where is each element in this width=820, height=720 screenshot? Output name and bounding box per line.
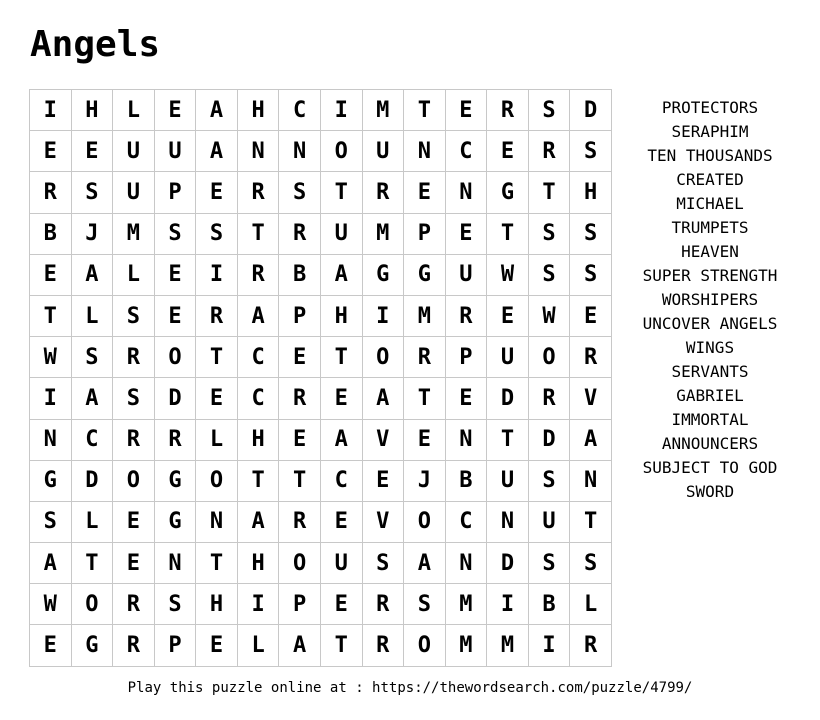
- grid-cell[interactable]: E: [570, 296, 612, 337]
- grid-cell[interactable]: T: [279, 461, 321, 502]
- word-list-item: PROTECTORS: [661, 98, 759, 117]
- grid-cell[interactable]: R: [487, 90, 529, 131]
- grid-cell[interactable]: O: [72, 584, 114, 625]
- grid-cell[interactable]: U: [446, 255, 488, 296]
- grid-cell[interactable]: E: [279, 337, 321, 378]
- grid-cell[interactable]: S: [529, 543, 571, 584]
- grid-cell[interactable]: M: [487, 625, 529, 666]
- grid-cell[interactable]: S: [570, 543, 612, 584]
- grid-cell[interactable]: E: [72, 131, 114, 172]
- grid-cell[interactable]: S: [72, 337, 114, 378]
- grid-cell[interactable]: U: [487, 461, 529, 502]
- grid-cell[interactable]: E: [404, 420, 446, 461]
- grid-cell[interactable]: E: [113, 502, 155, 543]
- grid-cell[interactable]: S: [529, 461, 571, 502]
- grid-cell[interactable]: N: [196, 502, 238, 543]
- grid-cell[interactable]: E: [321, 502, 363, 543]
- grid-cell[interactable]: I: [30, 90, 72, 131]
- grid-cell[interactable]: C: [238, 337, 280, 378]
- grid-cell[interactable]: N: [446, 543, 488, 584]
- grid-cell[interactable]: R: [279, 214, 321, 255]
- grid-cell[interactable]: G: [30, 461, 72, 502]
- grid-cell[interactable]: A: [196, 131, 238, 172]
- grid-cell[interactable]: S: [196, 214, 238, 255]
- grid-cell[interactable]: E: [30, 625, 72, 666]
- grid-cell[interactable]: R: [238, 172, 280, 213]
- grid-cell[interactable]: N: [446, 172, 488, 213]
- grid-cell[interactable]: E: [321, 584, 363, 625]
- grid-cell[interactable]: W: [30, 584, 72, 625]
- grid-cell[interactable]: T: [404, 90, 446, 131]
- grid-cell[interactable]: N: [238, 131, 280, 172]
- grid-cell[interactable]: C: [279, 90, 321, 131]
- grid-cell[interactable]: A: [363, 378, 405, 419]
- grid-cell[interactable]: R: [570, 337, 612, 378]
- grid-cell[interactable]: T: [529, 172, 571, 213]
- grid-cell[interactable]: E: [196, 625, 238, 666]
- grid-cell[interactable]: C: [446, 502, 488, 543]
- grid-cell[interactable]: E: [196, 378, 238, 419]
- grid-cell[interactable]: S: [529, 90, 571, 131]
- grid-cell[interactable]: E: [446, 90, 488, 131]
- grid-cell[interactable]: L: [72, 296, 114, 337]
- grid-cell[interactable]: M: [363, 214, 405, 255]
- grid-cell[interactable]: E: [155, 255, 197, 296]
- grid-cell[interactable]: S: [113, 296, 155, 337]
- grid-cell[interactable]: E: [446, 378, 488, 419]
- grid-cell[interactable]: E: [196, 172, 238, 213]
- word-list-item: GABRIEL: [676, 386, 744, 405]
- grid-cell[interactable]: O: [155, 337, 197, 378]
- grid-cell[interactable]: R: [404, 337, 446, 378]
- grid-cell[interactable]: D: [529, 420, 571, 461]
- word-list-item: WINGS: [685, 338, 735, 357]
- grid-cell[interactable]: C: [72, 420, 114, 461]
- grid-cell[interactable]: E: [404, 172, 446, 213]
- grid-cell[interactable]: L: [196, 420, 238, 461]
- grid-cell[interactable]: T: [570, 502, 612, 543]
- grid-cell[interactable]: A: [321, 420, 363, 461]
- grid-cell[interactable]: G: [72, 625, 114, 666]
- word-list-item: WORSHIPERS: [661, 290, 759, 309]
- grid-cell[interactable]: I: [487, 584, 529, 625]
- grid-cell[interactable]: S: [72, 172, 114, 213]
- grid-cell[interactable]: D: [487, 378, 529, 419]
- grid-cell[interactable]: T: [321, 337, 363, 378]
- grid-cell[interactable]: O: [529, 337, 571, 378]
- grid-cell[interactable]: U: [529, 502, 571, 543]
- grid-cell[interactable]: U: [487, 337, 529, 378]
- grid-cell[interactable]: R: [238, 255, 280, 296]
- grid-cell[interactable]: B: [30, 214, 72, 255]
- grid-cell[interactable]: I: [238, 584, 280, 625]
- grid-cell[interactable]: S: [279, 172, 321, 213]
- word-list-item: UNCOVER ANGELS: [642, 314, 778, 333]
- grid-cell[interactable]: S: [570, 255, 612, 296]
- grid-cell[interactable]: R: [113, 625, 155, 666]
- word-list-item: SERAPHIM: [671, 122, 749, 141]
- grid-cell[interactable]: B: [529, 584, 571, 625]
- word-list-item: ANNOUNCERS: [661, 434, 759, 453]
- grid-cell[interactable]: L: [113, 90, 155, 131]
- grid-cell[interactable]: S: [404, 584, 446, 625]
- grid-cell[interactable]: R: [446, 296, 488, 337]
- grid-cell[interactable]: T: [196, 543, 238, 584]
- grid-cell[interactable]: N: [30, 420, 72, 461]
- grid-cell[interactable]: T: [238, 214, 280, 255]
- grid-cell[interactable]: R: [279, 378, 321, 419]
- grid-cell[interactable]: S: [113, 378, 155, 419]
- grid-cell[interactable]: T: [238, 461, 280, 502]
- grid-cell[interactable]: T: [196, 337, 238, 378]
- grid-cell[interactable]: N: [404, 131, 446, 172]
- grid-cell[interactable]: V: [363, 420, 405, 461]
- grid-cell[interactable]: M: [363, 90, 405, 131]
- grid-cell[interactable]: U: [321, 214, 363, 255]
- grid-cell[interactable]: H: [321, 296, 363, 337]
- grid-cell[interactable]: A: [570, 420, 612, 461]
- grid-cell[interactable]: A: [196, 90, 238, 131]
- word-list-item: SWORD: [685, 482, 735, 501]
- grid-cell[interactable]: E: [113, 543, 155, 584]
- grid-cell[interactable]: O: [321, 131, 363, 172]
- grid-cell[interactable]: D: [155, 378, 197, 419]
- grid-cell[interactable]: M: [446, 625, 488, 666]
- puzzle-title: Angels: [30, 24, 161, 65]
- grid-cell[interactable]: R: [155, 420, 197, 461]
- grid-cell[interactable]: N: [279, 131, 321, 172]
- grid-cell[interactable]: S: [155, 584, 197, 625]
- grid-cell[interactable]: H: [238, 543, 280, 584]
- grid-cell[interactable]: D: [72, 461, 114, 502]
- grid-cell[interactable]: S: [30, 502, 72, 543]
- grid-cell[interactable]: M: [404, 296, 446, 337]
- grid-cell[interactable]: E: [487, 296, 529, 337]
- grid-cell[interactable]: L: [238, 625, 280, 666]
- grid-cell[interactable]: D: [487, 543, 529, 584]
- word-list-item: MICHAEL: [676, 194, 744, 213]
- grid-cell[interactable]: H: [196, 584, 238, 625]
- grid-cell[interactable]: O: [363, 337, 405, 378]
- grid-cell[interactable]: S: [529, 255, 571, 296]
- word-list-item: HEAVEN: [681, 242, 739, 261]
- grid-cell[interactable]: T: [487, 420, 529, 461]
- grid-cell[interactable]: R: [363, 172, 405, 213]
- grid-cell[interactable]: H: [238, 90, 280, 131]
- grid-cell[interactable]: S: [570, 131, 612, 172]
- word-list-item: SUPER STRENGTH: [642, 266, 778, 285]
- grid-cell[interactable]: A: [238, 502, 280, 543]
- grid-cell[interactable]: P: [155, 172, 197, 213]
- grid-cell[interactable]: R: [113, 584, 155, 625]
- grid-cell[interactable]: O: [113, 461, 155, 502]
- grid-cell[interactable]: T: [487, 214, 529, 255]
- grid-cell[interactable]: P: [279, 584, 321, 625]
- grid-cell[interactable]: M: [446, 584, 488, 625]
- grid-cell[interactable]: N: [570, 461, 612, 502]
- grid-cell[interactable]: A: [238, 296, 280, 337]
- grid-cell[interactable]: A: [72, 255, 114, 296]
- grid-cell[interactable]: J: [404, 461, 446, 502]
- grid-cell[interactable]: L: [570, 584, 612, 625]
- word-list-item: CREATED: [676, 170, 744, 189]
- grid-cell[interactable]: G: [155, 502, 197, 543]
- word-list-item: SUBJECT TO GOD: [642, 458, 778, 477]
- grid-cell[interactable]: O: [404, 502, 446, 543]
- grid-cell[interactable]: S: [155, 214, 197, 255]
- grid-cell[interactable]: J: [72, 214, 114, 255]
- grid-cell[interactable]: N: [446, 420, 488, 461]
- word-list-item: TRUMPETS: [671, 218, 749, 237]
- grid-cell[interactable]: U: [113, 131, 155, 172]
- footer-link-text[interactable]: Play this puzzle online at : https://thewordsearch.com/puzzle/4799/: [127, 680, 693, 696]
- grid-cell[interactable]: R: [529, 131, 571, 172]
- grid-cell[interactable]: I: [30, 378, 72, 419]
- grid-cell[interactable]: U: [363, 131, 405, 172]
- grid-cell[interactable]: S: [529, 214, 571, 255]
- grid-cell[interactable]: G: [363, 255, 405, 296]
- word-list-item: IMMORTAL: [671, 410, 749, 429]
- grid-cell[interactable]: B: [446, 461, 488, 502]
- grid-cell[interactable]: E: [30, 255, 72, 296]
- word-list: [620, 96, 800, 504]
- grid-cell[interactable]: C: [446, 131, 488, 172]
- grid-cell[interactable]: R: [529, 378, 571, 419]
- grid-cell[interactable]: O: [279, 543, 321, 584]
- grid-cell[interactable]: R: [113, 420, 155, 461]
- grid-cell[interactable]: H: [72, 90, 114, 131]
- grid-cell[interactable]: R: [113, 337, 155, 378]
- grid-cell[interactable]: N: [487, 502, 529, 543]
- grid-cell[interactable]: A: [30, 543, 72, 584]
- grid-cell[interactable]: D: [570, 90, 612, 131]
- grid-cell[interactable]: T: [72, 543, 114, 584]
- grid-cell[interactable]: R: [570, 625, 612, 666]
- grid-cell[interactable]: H: [570, 172, 612, 213]
- grid-cell[interactable]: O: [196, 461, 238, 502]
- grid-cell[interactable]: A: [72, 378, 114, 419]
- grid-cell[interactable]: C: [238, 378, 280, 419]
- grid-cell[interactable]: H: [238, 420, 280, 461]
- grid-cell[interactable]: E: [155, 296, 197, 337]
- grid-cell[interactable]: E: [363, 461, 405, 502]
- grid-cell[interactable]: N: [155, 543, 197, 584]
- grid-cell[interactable]: I: [529, 625, 571, 666]
- grid-cell[interactable]: E: [321, 378, 363, 419]
- grid-cell[interactable]: B: [279, 255, 321, 296]
- grid-cell[interactable]: I: [196, 255, 238, 296]
- grid-cell[interactable]: L: [113, 255, 155, 296]
- grid-cell[interactable]: M: [113, 214, 155, 255]
- grid-cell[interactable]: S: [363, 543, 405, 584]
- grid-cell[interactable]: G: [404, 255, 446, 296]
- grid-cell[interactable]: T: [404, 378, 446, 419]
- grid-cell[interactable]: T: [30, 296, 72, 337]
- grid-cell[interactable]: P: [279, 296, 321, 337]
- grid-cell[interactable]: E: [487, 131, 529, 172]
- grid-cell[interactable]: I: [321, 90, 363, 131]
- grid-cell[interactable]: R: [363, 584, 405, 625]
- grid-cell[interactable]: P: [446, 337, 488, 378]
- grid-cell[interactable]: R: [196, 296, 238, 337]
- grid-cell[interactable]: A: [279, 625, 321, 666]
- grid-cell[interactable]: R: [30, 172, 72, 213]
- grid-cell[interactable]: A: [321, 255, 363, 296]
- word-list-item: SERVANTS: [671, 362, 749, 381]
- grid-cell[interactable]: U: [155, 131, 197, 172]
- grid-cell[interactable]: A: [404, 543, 446, 584]
- grid-cell[interactable]: W: [529, 296, 571, 337]
- grid-cell[interactable]: E: [155, 90, 197, 131]
- grid-cell[interactable]: E: [446, 214, 488, 255]
- grid-cell[interactable]: S: [570, 214, 612, 255]
- grid-cell[interactable]: G: [487, 172, 529, 213]
- grid-cell[interactable]: O: [404, 625, 446, 666]
- grid-cell[interactable]: U: [113, 172, 155, 213]
- grid-cell[interactable]: W: [487, 255, 529, 296]
- grid-cell[interactable]: V: [570, 378, 612, 419]
- grid-cell[interactable]: T: [321, 172, 363, 213]
- grid-cell[interactable]: L: [72, 502, 114, 543]
- grid-cell[interactable]: C: [321, 461, 363, 502]
- grid-cell[interactable]: V: [363, 502, 405, 543]
- word-list-item: TEN THOUSANDS: [647, 146, 773, 165]
- grid-cell[interactable]: G: [155, 461, 197, 502]
- grid-cell[interactable]: R: [279, 502, 321, 543]
- grid-cell[interactable]: E: [30, 131, 72, 172]
- grid-cell[interactable]: P: [155, 625, 197, 666]
- grid-cell[interactable]: R: [363, 625, 405, 666]
- grid-cell[interactable]: T: [321, 625, 363, 666]
- grid-cell[interactable]: U: [321, 543, 363, 584]
- grid-cell[interactable]: W: [30, 337, 72, 378]
- grid-cell[interactable]: E: [279, 420, 321, 461]
- letter-grid: [29, 89, 612, 667]
- grid-cell[interactable]: P: [404, 214, 446, 255]
- grid-cell[interactable]: I: [363, 296, 405, 337]
